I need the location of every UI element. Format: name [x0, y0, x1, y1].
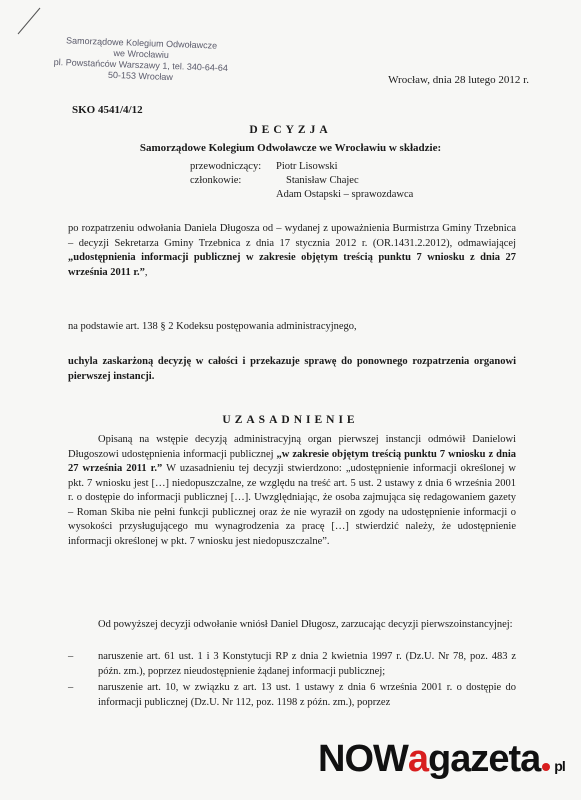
chair-name: Piotr Lisowski: [276, 161, 338, 172]
pen-stroke-mark: [14, 6, 44, 36]
paragraph-justification-2: Od powyższej decyzji odwołanie wniósł Daniel Długosz, zarzucając decyzji pierwszoinstancyjnej:: [98, 619, 513, 630]
member-name: Adam Ostapski – sprawozdawca: [276, 189, 414, 200]
paragraph-legal-basis: na podstawie art. 138 § 2 Kodeksu postępowania administracyjnego,: [68, 321, 357, 332]
paragraph-ruling: uchyla zaskarżoną decyzję w całości i przekazuje sprawę do ponownego rozpatrzenia organowi pierwszej instancji.: [68, 356, 516, 382]
case-reference: SKO 4541/4/12: [72, 104, 143, 116]
list-item: – naruszenie art. 10, w związku z art. 13 ust. 1 ustawy z dnia 6 września 2001 r. o dostępie do informacji publicznej (Dz.U. Nr 112, poz. 1198 z późn. zm.), poprzez: [68, 682, 516, 708]
decision-subtitle: Samorządowe Kolegium Odwoławcze we Wrocławiu w składzie:: [139, 142, 442, 154]
panel-composition: [190, 160, 413, 202]
logo-dot-icon: [542, 763, 550, 771]
nowagazeta-logo: NOW a gazeta pl: [318, 738, 565, 780]
members-role: członkowie:: [190, 175, 242, 186]
allegations-list: [68, 650, 516, 712]
justification-title: UZASADNIENIE: [222, 414, 359, 426]
paragraph-justification-1: Opisaną na wstępie decyzją administracyjną organ pierwszej instancji odmówił Danielowi Długoszowi udostępnienia informacji publicznej „w zakresie objętym treścią punktu 7 wniosku z dnia 27 września 2011 r.” W uzasadnieniu tej decyzji stwierdzono: „udostępnienie informacji określonej w pkt. 7 wniosku jest […] niedopuszczalne, ze względu na treść art. 5 ust. 2 ustawy z dnia 6 września 2001 r. o dostępie do informacji publicznej […]. Uwzględniając, że osoba zajmująca się redagowaniem gazety – Roman Skiba nie pełni funkcji publicznej oraz że nie wyraził on zgody na udostępnienie informacji o wysokości przysługującego mu wynagrodzenia za pracę […] stwierdzić należy, że udostępnienie informacji określonej w pkt. 7 wniosku jest niedopuszczalne”.: [68, 434, 516, 547]
member-name: Stanisław Chajec: [286, 175, 359, 186]
document-date: Wrocław, dnia 28 lutego 2012 r.: [388, 74, 529, 86]
decision-title: DECYZJA: [249, 124, 332, 136]
list-item: – naruszenie art. 61 ust. 1 i 3 Konstytucji RP z dnia 2 kwietnia 1997 r. (Dz.U. Nr 78, poz. 483 z późn. zm.), poprzez nieudostępnienie żądanej informacji publicznej;: [68, 651, 516, 677]
chair-role: przewodniczący:: [190, 161, 262, 172]
office-stamp: Samorządowe Kolegium Odwoławcze we Wrocławiu pl. Powstańców Warszawy 1, tel. 340-64-64 50-153 Wrocław: [53, 35, 229, 83]
paragraph-considering: po rozpatrzeniu odwołania Daniela Długosza od – wydanej z upoważnienia Burmistrza Gminy Trzebnica – decyzji Sekretarza Gminy Trzebnica z dnia 17 stycznia 2012 r. (OR.1431.2.2012), odmawiającej „udostępnienia informacji publicznej w zakresie objętym treścią punktu 7 wniosku z dnia 27 września 2011 r.”,: [68, 223, 516, 278]
